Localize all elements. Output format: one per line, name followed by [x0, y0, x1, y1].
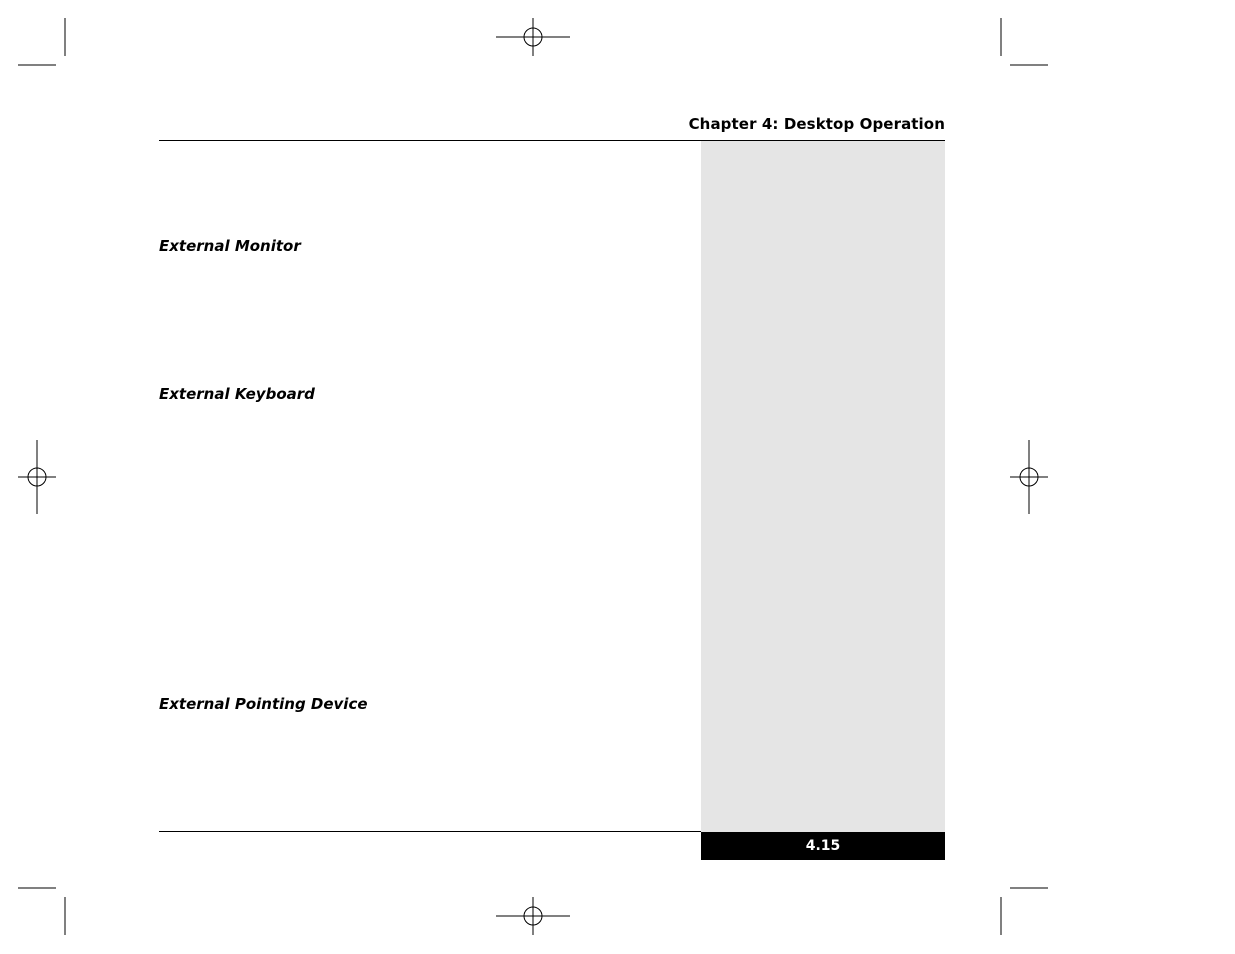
registration-mark-right [1010, 440, 1048, 514]
registration-mark-top [496, 18, 570, 56]
footer-rule [159, 831, 701, 832]
margin-sidebar [701, 141, 945, 832]
registration-mark-bottom [496, 897, 570, 935]
chapter-running-head: Chapter 4: Desktop Operation [688, 115, 945, 133]
section-heading-external-monitor: External Monitor [159, 237, 301, 255]
page-number-tab [701, 832, 945, 860]
section-heading-external-pointing-device: External Pointing Device [159, 695, 368, 713]
registration-mark-left [18, 440, 56, 514]
page-number: 4.15 [805, 838, 841, 854]
section-heading-external-keyboard: External Keyboard [159, 385, 315, 403]
